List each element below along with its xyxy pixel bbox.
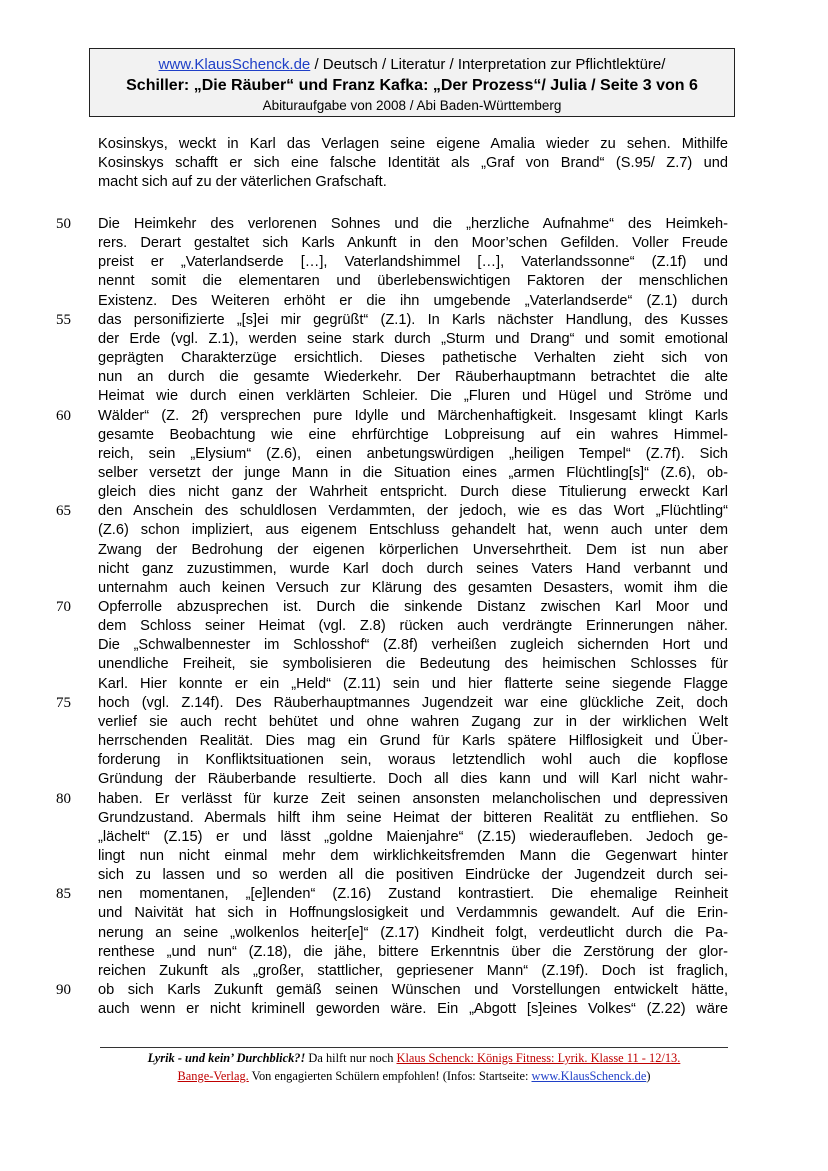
text-line: der Erde (vgl. Z.1), werden seine stark durch „Sturm und Drang“ und somit emotional	[98, 330, 728, 347]
text-line: Opferrolle abzusprechen ist. Durch die sinkende Distanz zwischen Karl Moor und	[98, 599, 728, 615]
text-line: gleich dies nicht ganz der Wahrheit entspricht. Durch diese Titulierung erweckt Karl	[98, 484, 728, 501]
text-line: selber versetzt der junge Mann in die Situation eines „armen Flüchtling[s]“ (Z.6), ob-	[98, 464, 728, 481]
text-line: dem Schloss seiner Heimat (vgl. Z.8) rücken auch verdrängte Erinnerungen näher.	[98, 618, 728, 635]
text-line: unternahm auch keinen Versuch zur Klärung des gesamten Desasters, womit ihm die	[98, 579, 728, 596]
text-line: verlief sie auch recht behütet und ohne wahren Zugang zur in der wirklichen Welt	[98, 713, 728, 730]
line-number: 80	[56, 790, 71, 807]
text-line: macht sich auf zu der väterlichen Grafschaft.	[98, 174, 387, 191]
document-title: Schiller: „Die Räuber“ und Franz Kafka: „Der Prozess“/ Julia / Seite 3 von 6	[126, 77, 698, 94]
line-number: 90	[56, 982, 71, 998]
text-line: renthese „und nun“ (Z.18), die jähe, bittere Erkenntnis über die Zerstörung der glor-	[98, 943, 728, 960]
text-line: Heimat wie durch einen verklärten Schleier. Die „Fluren und Hügel und Ströme und	[98, 388, 728, 405]
breadcrumb: / Deutsch / Literatur / Interpretation zur Pflichtlektüre/	[310, 56, 666, 73]
footer-text-1: Da hilft nur noch	[305, 1051, 397, 1065]
footer-text-3: )	[646, 1069, 651, 1083]
text-line: nen momentanen, „[e]lenden“ (Z.16) Zustand kontrastiert. Die ehemalige Reinheit	[98, 886, 728, 903]
line-number: 55	[56, 311, 71, 328]
text-line: das personifizierte „[s]ei mir gegrüßt“ (Z.1). In Karls nächster Handlung, des Kusses	[98, 311, 728, 328]
text-line: Grundzustand. Abermals hilft ihm seine Heimat der bitteren Realität zu entfliehen. So	[98, 809, 728, 826]
header-breadcrumb-line	[90, 55, 734, 74]
text-line: Zwang der Bedrohung der eigenen körperlichen Unversehrtheit. Dem ist nun aber	[98, 541, 728, 558]
text-line: und Naivität hat sich in Hoffnungslosigkeit und Verdammnis gewandelt. Auf die Erin-	[98, 905, 728, 922]
text-line: Karl. Hier konnte er ein „Held“ (Z.11) sein und hier flatterte seine siegende Flagge	[98, 675, 728, 692]
text-line: rers. Derart gestaltet sich Karls Ankunft in den Moor’schen Gefilden. Voller Freude	[98, 235, 728, 252]
text-line: hoch (vgl. Z.14f). Des Räuberhauptmannes Jugendzeit war eine glückliche Zeit, doch	[98, 694, 728, 711]
text-line: Die „Schwalbennester im Schlosshof“ (Z.8f) verheißen zugleich sichernden Hort und	[98, 637, 728, 654]
footer-line-1	[60, 1050, 768, 1067]
text-line: Kosinskys, weckt in Karl das Verlagen seine eigene Amalia wieder zu sehen. Mithilfe	[98, 136, 728, 152]
text-line: Existenz. Des Weiteren erhöht er die ihn umgebende „Vaterlandserde“ (Z.1) durch	[98, 292, 728, 309]
text-line: Wälder“ (Z. 2f) versprechen pure Idylle und Märchenhaftigkeit. Insgesamt klingt Karls	[98, 407, 728, 424]
line-number: 50	[56, 216, 71, 232]
text-line: Kosinskys schafft er sich eine falsche Identität als „Graf von Brand“ (S.95/ Z.7) und	[98, 155, 728, 172]
text-line: nerung an seine „wolkenlos heiter[e]“ (Z.17) Kindheit folgt, verdeutlicht durch die Pa-	[98, 924, 728, 941]
book-link[interactable]: Klaus Schenck: Königs Fitness: Lyrik. Klasse 11 - 12/13.	[396, 1051, 681, 1065]
text-line: nennt somit die elementaren und überlebenswichtigen Faktoren der menschlichen	[98, 273, 728, 290]
text-line: den Anschein des schuldlosen Verdammten, der jedoch, wie es das Wort „Flüchtling“	[98, 503, 728, 520]
footer-divider	[100, 1047, 728, 1048]
text-line: haben. Er verlässt für kurze Zeit seinen ansonsten melancholischen und depressiven	[98, 790, 728, 807]
text-line: Die Heimkehr des verlorenen Sohnes und die „herzliche Aufnahme“ des Heimkeh-	[98, 216, 728, 232]
text-line: auch wenn er nicht kriminell geworden wäre. Ein „Abgott [s]eines Volkes“ (Z.22) wäre	[98, 1001, 728, 1018]
footer-site-link[interactable]: www.KlausSchenck.de	[531, 1069, 647, 1083]
text-line: sich zu lassen und so werden all die positiven Eindrücke der Jugendzeit durch sei-	[98, 867, 728, 884]
text-line: reichen Zukunft als „großer, stattlicher, gepriesener Mann“ (Z.19f). Doch ist fraglich,	[98, 962, 728, 979]
text-line: geprägten Charakterzüge ersichtlich. Dieses pathetische Verhalten zieht sich von	[98, 350, 728, 367]
text-line: gesamte Beobachtung wie eine ehrfürchtige Lobpreisung auf ein wahres Himmel-	[98, 426, 728, 443]
text-line: reich, sein „Elysium“ (Z.6), einen anbetungswürdigen „heiligen Tempel“ (Z.7f). Sich	[98, 445, 728, 462]
line-number: 70	[56, 599, 71, 615]
document-subtitle: Abituraufgabe von 2008 / Abi Baden-Württemberg	[262, 98, 562, 113]
line-number: 75	[56, 694, 71, 711]
text-line: (Z.6) schon impliziert, aus eigenem Entschluss gehandelt hat, wenn auch unter dem	[98, 522, 728, 539]
text-line: preist er „Vaterlandserde […], Vaterlandshimmel […], Vaterlandssonne“ (Z.1f) und	[98, 254, 728, 271]
text-line: forderung in Konfliktsituationen sein, woraus letztendlich wohl auch die kopflose	[98, 752, 728, 769]
text-line: unendliche Freiheit, sie symbolisieren die Bedeutung des heimischen Schlosses für	[98, 656, 728, 673]
line-number: 60	[56, 407, 71, 424]
site-link[interactable]: www.KlausSchenck.de	[158, 56, 311, 73]
footer-text-2: Von engagierten Schülern empfohlen! (Infos: Startseite:	[248, 1069, 532, 1083]
line-number: 65	[56, 503, 71, 520]
text-line: nun an durch die gesamte Wiederkehr. Der Räuberhauptmann betrachtet die alte	[98, 369, 728, 386]
publisher-link[interactable]: Bange-Verlag.	[177, 1069, 249, 1083]
text-line: nicht ganz zuzustimmen, wurde Karl doch durch seines Vaters Hand verbannt und	[98, 560, 728, 577]
text-line: herrschenden Realität. Dies mag ein Grund für Karls spätere Hilflosigkeit und Über-	[98, 733, 728, 750]
text-line: lingt nun nicht einmal mehr dem wirklichkeitsfremden Mann die Gegenwart hinter	[98, 847, 728, 864]
text-line: „lächelt“ (Z.15) er und lässt „goldne Maienjahre“ (Z.15) wiederaufleben. Jedoch ge-	[98, 828, 728, 845]
footer-lead: Lyrik - und kein’ Durchblick?!	[147, 1051, 306, 1065]
text-line: ob sich Karls Zukunft gemäß seinen Wünschen und Vorstellungen entwickelt hätte,	[98, 982, 728, 998]
footer-line-2	[60, 1068, 768, 1085]
text-line: Gründung der Räuberbande resultierte. Doch all dies kann und will Karl nicht wahr-	[98, 771, 728, 788]
page-header	[89, 48, 735, 117]
line-number: 85	[56, 886, 71, 903]
